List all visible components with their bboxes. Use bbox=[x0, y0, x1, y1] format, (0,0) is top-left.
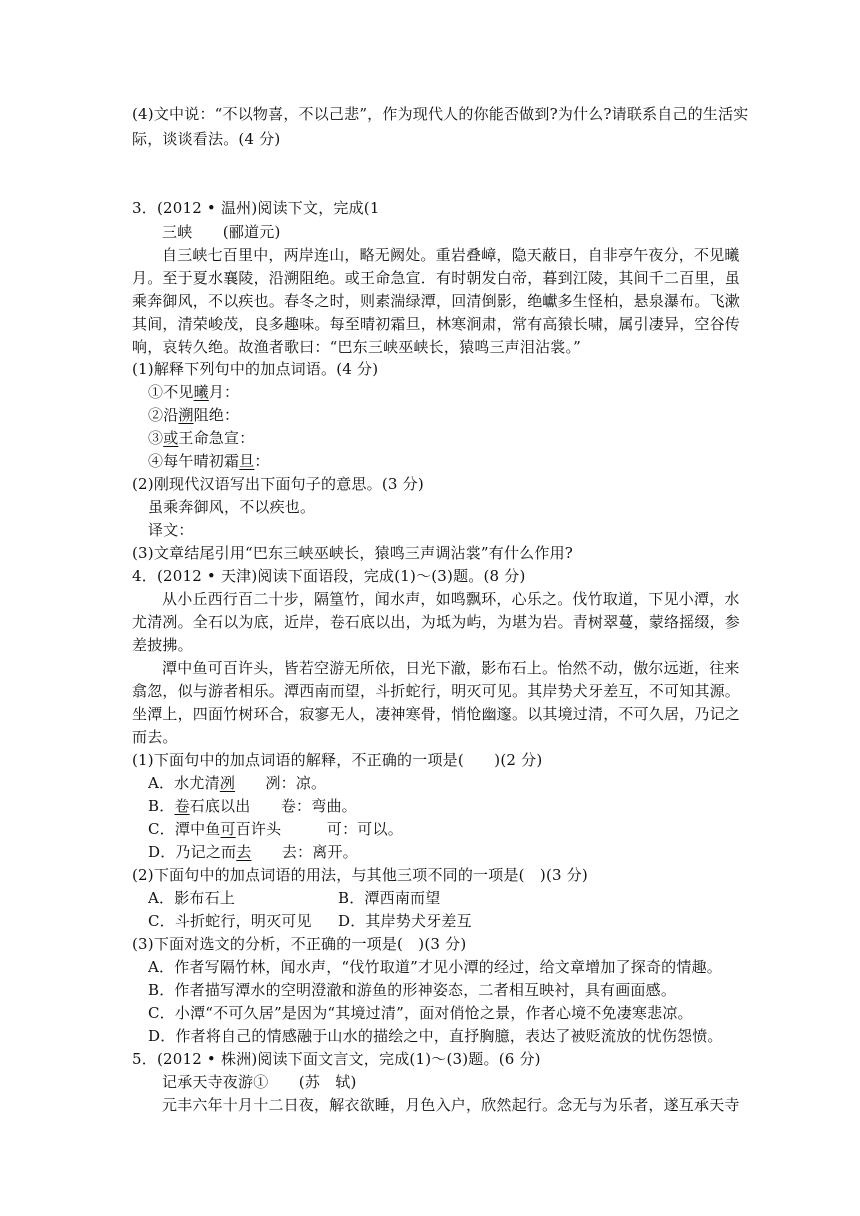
q3-item-text: 月： bbox=[208, 383, 240, 401]
q3-item-text: 王命急宣： bbox=[178, 429, 255, 447]
q4-passage-line: 而去。 bbox=[132, 728, 178, 746]
q5-header: 5．(2012 • 株洲)阅读下面文言文，完成(1)～(3)题。(6 分) bbox=[132, 1050, 541, 1068]
option-text: B． bbox=[148, 797, 175, 815]
option-text: 百许头 可：可以。 bbox=[235, 820, 403, 838]
q4-sub3-option: A．作者写隔竹林，闻水声，“伐竹取道”才见小潭的经过，给文章增加了探奇的情趣。 bbox=[148, 958, 722, 976]
q4-sub3-option: D．作者将自己的情感融于山水的描绘之中，直抒胸臆，表达了被贬流放的忧伤怨愤。 bbox=[148, 1027, 723, 1045]
option-text: C．潭中鱼 bbox=[148, 820, 221, 838]
option-text: 冽：凉。 bbox=[235, 774, 327, 792]
q3-sub2: (2)刚现代汉语写出下面句子的意思。(3 分) bbox=[132, 475, 424, 493]
q3-item bbox=[148, 382, 768, 402]
q3-item-key-word: 或 bbox=[163, 429, 179, 447]
option-key-word: 冽 bbox=[219, 774, 236, 792]
q4-sub3-option: B．作者描写潭水的空明澄澈和游鱼的形神姿态，二者相互映衬，具有画面感。 bbox=[148, 981, 677, 999]
q3-passage-line: 其间，清荣峻茂，良多趣味。每至晴初霜旦，林寒涧肃，常有高猿长啸，属引凄异，空谷传 bbox=[132, 315, 741, 333]
q3-item-text: ①不见 bbox=[148, 383, 194, 401]
option-text: 石底以出 卷：弯曲。 bbox=[189, 797, 357, 815]
q3-item-key-word: 曦 bbox=[193, 383, 209, 401]
q4-sub2: (2)下面句中的加点词语的用法，与其他三项不同的一项是( )(3 分) bbox=[132, 866, 588, 884]
q3-item-key-word: 溯 bbox=[178, 406, 194, 424]
q4-passage-line: 翕忽，似与游者相乐。潭西南而望，斗折蛇行，明灭可见。其岸势犬牙差互，不可知其源。 bbox=[132, 682, 741, 700]
q4-sub1-option bbox=[148, 773, 768, 793]
q5-passage-line: 元丰六年十月十二日夜，解衣欲睡，月色入户，欣然起行。念无与为乐者，遂互承天寺 bbox=[162, 1096, 740, 1114]
prev-q4-line-1: (4)文中说：“不以物喜，不以己悲”，作为现代人的你能否做到?为什么?请联系自己的生活实 bbox=[132, 105, 749, 123]
q3-item bbox=[148, 405, 768, 425]
option-key-word: 去 bbox=[236, 843, 252, 861]
option-key-word: 卷 bbox=[174, 797, 190, 815]
q4-sub1-option bbox=[148, 842, 768, 862]
q3-sub1: (1)解释下列句中的加点词语。(4 分) bbox=[132, 360, 379, 378]
q3-header: 3．(2012 • 温州)阅读下文，完成(1 bbox=[132, 199, 380, 217]
q4-passage-line: 潭中鱼可百许头，皆若空游无所依，日光下澈，影布石上。怡然不动，傲尔远逝，往来 bbox=[162, 659, 740, 677]
q4-sub3-option: C．小潭“不可久居”是因为“其境过清”，面对俏怆之景，作者心境不免凄寒悲凉。 bbox=[148, 1004, 693, 1022]
q4-passage-line: 从小丘西行百二十步，隔篁竹，闻水声，如鸣飘环，心乐之。伐竹取道，下见小潭，水 bbox=[162, 590, 740, 608]
q4-passage-line: 尤清冽。全石以为底，近岸，卷石底以出，为坻为屿，为堪为岩。青树翠蔓，蒙络摇缀，参 bbox=[132, 613, 741, 631]
q3-item-key-word: 旦 bbox=[239, 452, 255, 470]
q3-item bbox=[148, 451, 768, 471]
q3-title: 三峡 (郦道元) bbox=[162, 223, 281, 241]
q4-sub3: (3)下面对选文的分析，不正确的一项是( )(3 分) bbox=[132, 935, 467, 953]
q4-sub2-option: C．斗折蛇行，明灭可见 bbox=[148, 912, 312, 930]
q3-item-text: ②沿 bbox=[148, 406, 179, 424]
q3-item-text: ③ bbox=[148, 429, 164, 447]
q3-item-text: ④每午晴初霜 bbox=[148, 452, 240, 470]
q4-passage-line: 差披拂。 bbox=[132, 636, 193, 654]
option-key-word: 可 bbox=[220, 820, 236, 838]
q3-passage-line: 响，哀转久绝。故渔者歌曰：“巴东三峡巫峡长，猿鸣三声泪沾裳。” bbox=[132, 338, 582, 356]
q3-sub3: (3)文章结尾引用“巴东三峡巫峡长，猿鸣三声调沾裳”有什么作用? bbox=[132, 544, 574, 562]
q4-sub2-option: A．影布石上 bbox=[148, 889, 236, 907]
q4-sub1-option bbox=[148, 819, 768, 839]
q4-passage-line: 坐潭上，四面竹树环合，寂寥无人，凄神寒骨，悄怆幽邃。以其境过清，不可久居，乃记之 bbox=[132, 705, 741, 723]
q4-header: 4．(2012 • 天津)阅读下面语段，完成(1)～(3)题。(8 分) bbox=[132, 567, 526, 585]
q4-sub1-option bbox=[148, 796, 768, 816]
q3-item-text: 阻绝： bbox=[193, 406, 240, 424]
q3-sub2-sentence: 虽乘奔御风，不以疾也。 bbox=[148, 498, 316, 516]
prev-q4-line-2: 际，谈谈看法。(4 分) bbox=[132, 130, 281, 148]
q3-passage-line: 乘奔御风，不以疾也。春冬之时，则素湍绿潭，回清倒影，绝巘多生怪柏，悬泉瀑布。飞漱 bbox=[132, 292, 741, 310]
option-text: D．乃记之而 bbox=[148, 843, 237, 861]
q4-sub1: (1)下面句中的加点词语的解释，不正确的一项是( )(2 分) bbox=[132, 751, 543, 769]
q3-sub2-translation-label: 译文： bbox=[148, 521, 194, 539]
q3-item-text: ： bbox=[254, 452, 270, 470]
option-text: 去：离开。 bbox=[251, 843, 358, 861]
q3-item bbox=[148, 428, 768, 448]
q5-title: 记承天寺夜游① (苏 轼) bbox=[162, 1073, 357, 1091]
q3-passage-line: 月。至于夏水襄陵，沿溯阻绝。或王命急宣．有时朝发白帝，暮到江陵，其间千二百里，虽 bbox=[132, 269, 741, 287]
option-text: A．水尤清 bbox=[148, 774, 220, 792]
q4-sub2-option: B．潭西南而望 bbox=[338, 889, 441, 907]
q4-sub2-option: D．其岸势犬牙差互 bbox=[338, 912, 472, 930]
q3-passage-line: 自三峡七百里中，两岸连山，略无阙处。重岩叠嶂，隐天蔽日，自非亭午夜分，不见曦 bbox=[162, 246, 740, 264]
